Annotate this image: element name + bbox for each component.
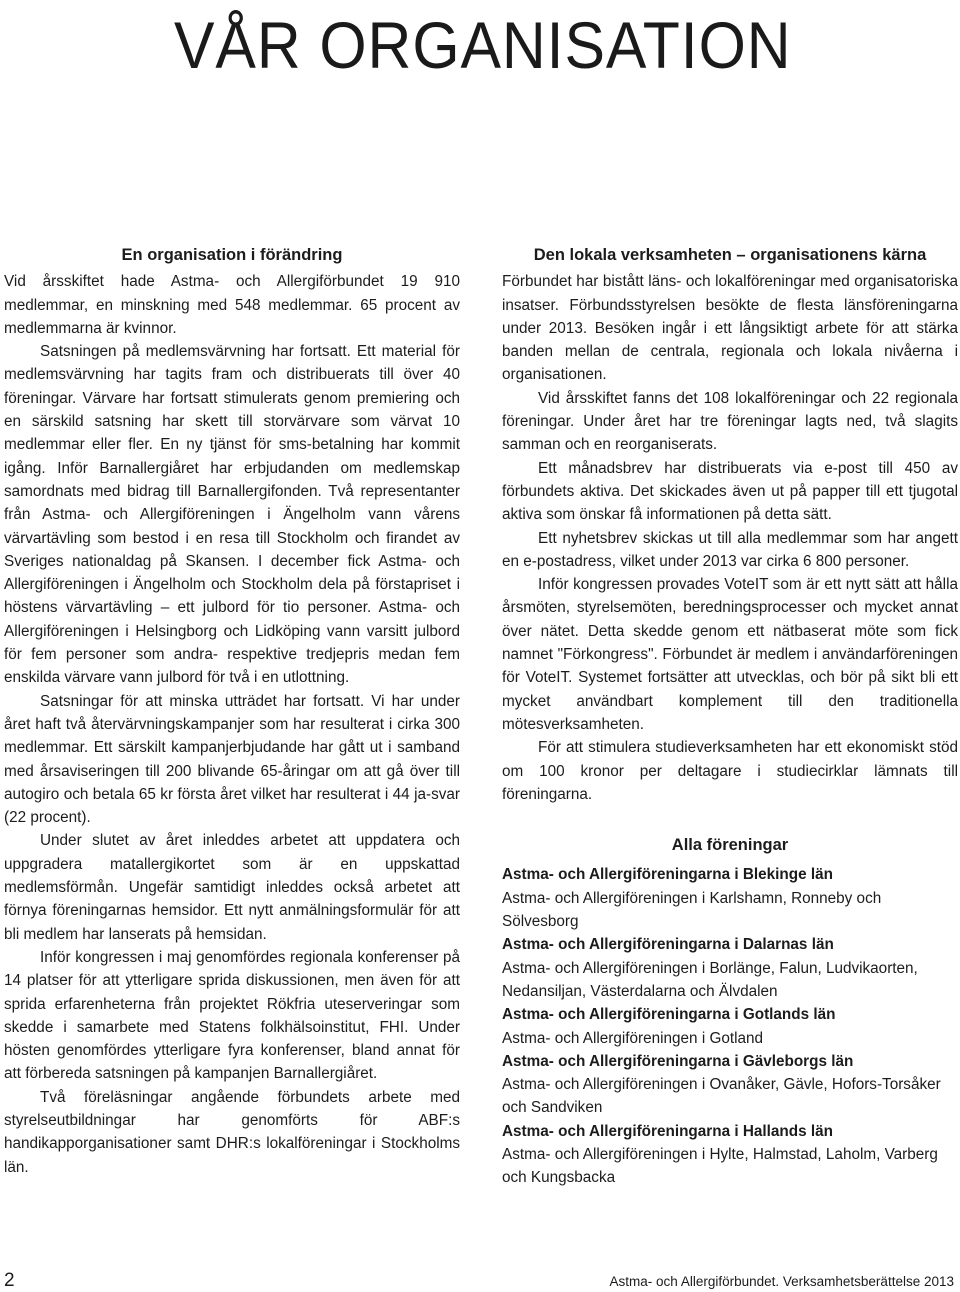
paragraph: Inför kongressen provades VoteIT som är ett nytt sätt att hålla årsmöten, styrelsemöten, beredningsprocesser och mycket annat över nätet. Detta skedde genom ett nätbaserat möte som fick namnet "Förkongress". Förbundet är medlem i användarföreningen för VoteIT. Systemet fortsätter att utvecklas, och bör på sikt bli ett mycket användbart komplement till den traditionella mötesverksamheten. xyxy=(502,576,958,733)
right-column xyxy=(502,240,958,1190)
paragraph: Förbundet har bistått läns- och lokalföreningar med organisatoriska insatser. Förbundsstyrelsen besökte de flesta länsföreningarna under 2013. Besöken ingår i ett långsiktigt arbete för att stärka banden mellan de centrala, regionala och lokala nivåerna i organisationen. xyxy=(502,273,958,384)
paragraph: Ett nyhetsbrev skickas ut till alla medlemmar som har angett en e-postadress, vilket under 2013 var cirka 6 800 personer. xyxy=(502,529,958,570)
paragraph: Under slutet av året inleddes arbetet att uppdatera och uppgradera matallergikortet som är en uppskattad medlemsförmån. Ungefär samtidigt inleddes också arbetet att förnya föreningarnas hemsidor. Ett nytt anmälningsformulär för att bli medlem har lanserats på hemsidan. xyxy=(4,832,460,943)
chapter-name: Astma- och Allergiföreningarna i Hallands län xyxy=(502,1122,833,1140)
left-column xyxy=(4,240,460,1179)
chapter-name: Astma- och Allergiföreningarna i Blekinge län xyxy=(502,866,833,884)
chapter-list xyxy=(502,863,958,1189)
chapter-name: Astma- och Allergiföreningarna i Dalarnas län xyxy=(502,936,834,954)
paragraph: Satsningar för att minska utträdet har fortsatt. Vi har under året haft två återvärvningskampanjer som har resulterat i cirka 300 medlemmar. Ett särskilt kampanjerbjudande har gått ut i samband med årsaviseringen till 200 blivande 65-åringar om att gå över till autogiro och betala 65 kr första året vilket har resulterat i 44 ja-svar (22 procent). xyxy=(4,692,460,827)
chapter-members: Astma- och Allergiföreningen i Gotland xyxy=(502,1029,764,1047)
paragraph: Vid årsskiftet hade Astma- och Allergiförbundet 19 910 medlemmar, en minskning med 548 medlemmar. 65 procent av medlemmarna är kvinnor. xyxy=(4,273,460,337)
page-number: 2 xyxy=(4,1270,15,1291)
paragraph: Inför kongressen i maj genomfördes regionala konferenser på 14 platser för att ytterligare sprida diskussionen, men även för att sprida erfarenheterna från projektet Rökfria uteserveringar som skedde i samarbete med Statens folkhälsoinstitut, FHI. Under hösten genomfördes ytterligare fyra konferenser, bland annat för att förbereda satsningen på kampanjen Barnallergiåret. xyxy=(4,948,460,1083)
chapter-members: Astma- och Allergiföreningen i Ovanåker, Gävle, Hofors-Torsåker och Sandviken xyxy=(502,1076,941,1117)
paragraph: Ett månadsbrev har distribuerats via e-post till 450 av förbundets aktiva. Det skickades även ut på papper till ett tjugotal aktiva som önskar få informationen på detta sätt. xyxy=(502,459,958,524)
paragraph: Två föreläsningar angående förbundets arbete med styrelseutbildningar har genomförts för ABF:s handikapporganisationer samt DHR:s lokalföreningar i Stockholms län. xyxy=(4,1088,460,1176)
section-heading-all-chapters: Alla föreningar xyxy=(671,836,789,855)
section-heading-local: Den lokala verksamheten – organisationens kärna xyxy=(533,246,927,264)
footer-publication: Astma- och Allergiförbundet. Verksamhetsberättelse 2013 xyxy=(609,1274,954,1289)
chapter-name: Astma- och Allergiföreningarna i Gotlands län xyxy=(502,1006,836,1024)
chapter-name: Astma- och Allergiföreningarna i Gävleborgs län xyxy=(502,1052,854,1070)
paragraph: Vid årsskiftet fanns det 108 lokalföreningar och 22 regionala föreningar. Under året har tre föreningar lagts ned, två slagits samman och en reorganiserats. xyxy=(502,389,958,454)
chapter-members: Astma- och Allergiföreningen i Borlänge, Falun, Ludvikaorten, Nedansiljan, Västerdalarna och Älvdalen xyxy=(502,959,918,1000)
section-heading-organisation: En organisation i förändring xyxy=(121,246,343,264)
page-title: VÅR ORGANISATION xyxy=(174,8,792,82)
paragraph: För att stimulera studieverksamheten har ett ekonomiskt stöd om 100 kronor per deltagare i studiecirklar lämnats till föreningarna. xyxy=(502,739,958,803)
chapter-members: Astma- och Allergiföreningen i Karlshamn, Ronneby och Sölvesborg xyxy=(502,889,882,931)
paragraph: Satsningen på medlemsvärvning har fortsatt. Ett material för medlemsvärvning har tagits fram och distribuerats till över 40 föreningar. Värvare har fortsatt stimulerats genom premiering och en särskild satsning har skett till storvärvare som värvat 10 medlemmar eller fler. En ny tjänst för sms-betalning har kommit igång. Inför Barnallergiåret har erbjudanden om medlemskap samordnats med bidrag till Barnallergifonden. Två representanter från Astma- och Allergiföreningen i Ängelholm vann vårens värvartävling som bestod i en resa till Stockholm och firandet av Sveriges nationaldag på Skansen. I december fick Astma- och Allergiföreningen i Ängelholm och Stockholm dela på förstapriset i höstens värvartävling – ett julbord för tio personer. Astma- och Allergiföreningen i Helsingborg och Lidköping vann varsitt julbord för fem personer som andra- respektive tredjepris medan fem enskilda värvare vann julbord för två i en utlottning. xyxy=(4,343,460,687)
chapter-members: Astma- och Allergiföreningen i Hylte, Halmstad, Laholm, Varberg och Kungsbacka xyxy=(502,1145,938,1187)
